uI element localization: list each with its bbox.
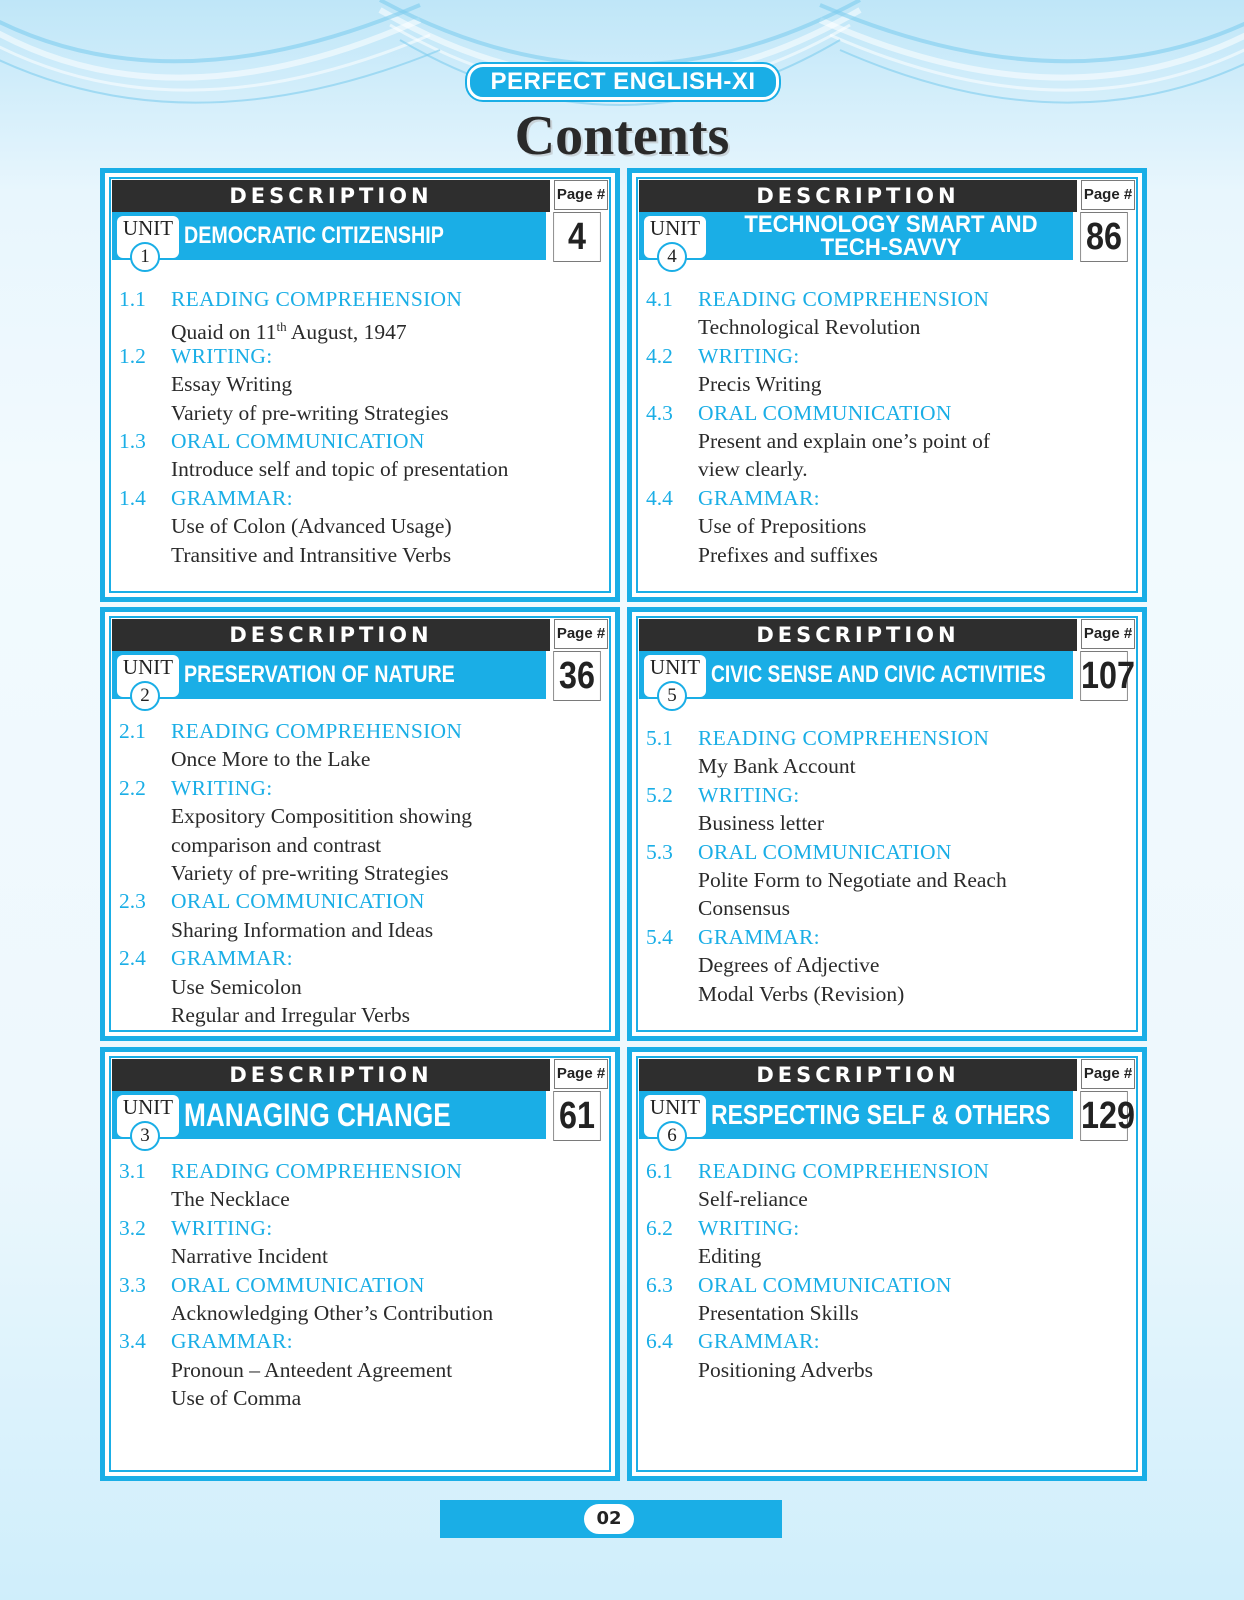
section-number: 4.1 xyxy=(646,287,673,311)
unit-name xyxy=(184,1091,544,1139)
page-label: Page # xyxy=(1081,180,1135,210)
topic-item: My Bank Account xyxy=(698,754,856,779)
unit-name xyxy=(711,1091,1071,1139)
topic-item: Sharing Information and Ideas xyxy=(171,917,434,942)
section-heading: WRITING: xyxy=(698,343,800,368)
section-number: 1.4 xyxy=(119,485,146,510)
section-heading-row xyxy=(646,399,1134,427)
section-heading-row xyxy=(119,774,607,802)
unit-card-6 xyxy=(627,1047,1147,1481)
unit-title-bar xyxy=(112,1091,546,1146)
page-label: Page # xyxy=(554,619,608,649)
topic-item: The Necklace xyxy=(171,1187,290,1212)
section-heading: WRITING: xyxy=(171,343,273,368)
topic-item: Variety of pre-writing Strategies xyxy=(171,860,449,885)
unit-topics-list xyxy=(646,724,1134,1008)
section-number: 5.1 xyxy=(646,726,673,750)
topic-item: Positioning Adverbs xyxy=(698,1357,874,1382)
section-number: 4.2 xyxy=(646,343,673,368)
section-number: 6.1 xyxy=(646,1159,673,1183)
section-number: 2.2 xyxy=(119,775,146,800)
topic-item: Transitive and Intransitive Verbs xyxy=(171,542,452,567)
section-heading-row xyxy=(119,1214,607,1242)
unit-card-1 xyxy=(100,168,620,602)
section-heading: GRAMMAR: xyxy=(171,946,293,971)
section-heading: ORAL COMMUNICATION xyxy=(171,889,425,914)
topic-item: Prefixes and suffixes xyxy=(698,542,878,567)
topic-item: Presentation Skills xyxy=(698,1300,859,1325)
section-heading-row xyxy=(646,1327,1134,1355)
section-number: 1.3 xyxy=(119,428,146,453)
unit-name xyxy=(711,651,1071,699)
topic-item: Use of Prepositions xyxy=(698,514,867,539)
unit-topics-list xyxy=(119,717,607,1029)
topic-item: Introduce self and topic of presentation xyxy=(171,457,509,482)
unit-page-number: 86 xyxy=(1080,212,1128,262)
topic-item: Quaid on 11th August, 1947 xyxy=(171,319,407,345)
topic-item: Present and explain one’s point of xyxy=(698,428,990,453)
topic-item: Precis Writing xyxy=(698,372,822,397)
unit-label: UNIT xyxy=(644,216,706,258)
description-header: DESCRIPTION xyxy=(112,619,550,651)
section-number: 1.1 xyxy=(119,287,146,311)
section-number: 5.4 xyxy=(646,924,673,949)
section-heading: GRAMMAR: xyxy=(698,1329,820,1354)
unit-name-text: TECHNOLOGY SMART AND TECH-SAVVY xyxy=(744,211,1038,261)
section-number: 1.2 xyxy=(119,343,146,368)
topic-item: Use Semicolon xyxy=(171,974,302,999)
unit-name-text: MANAGING CHANGE xyxy=(184,1096,451,1133)
section-number: 4.3 xyxy=(646,400,673,425)
section-heading: READING COMPREHENSION xyxy=(698,1159,990,1183)
section-number: 6.3 xyxy=(646,1272,673,1297)
unit-label: UNIT xyxy=(644,655,706,697)
unit-number: 6 xyxy=(657,1121,687,1151)
section-heading-row xyxy=(646,484,1134,512)
description-header: DESCRIPTION xyxy=(639,619,1077,651)
section-heading-row xyxy=(119,285,607,313)
topic-item: Editing xyxy=(698,1244,762,1269)
unit-number: 1 xyxy=(130,242,160,272)
section-heading: ORAL COMMUNICATION xyxy=(698,400,952,425)
section-heading: ORAL COMMUNICATION xyxy=(698,839,952,864)
section-heading-row xyxy=(119,944,607,972)
unit-name xyxy=(184,651,544,699)
section-heading-row xyxy=(119,1271,607,1299)
page-label: Page # xyxy=(554,1059,608,1089)
page-label: Page # xyxy=(1081,619,1135,649)
section-heading: ORAL COMMUNICATION xyxy=(698,1272,952,1297)
section-heading: GRAMMAR: xyxy=(698,924,820,949)
section-heading-row xyxy=(119,887,607,915)
section-heading: WRITING: xyxy=(698,782,800,807)
section-heading: WRITING: xyxy=(171,775,273,800)
book-title-badge: PERFECT ENGLISH-XI xyxy=(467,64,779,100)
unit-title-bar xyxy=(639,651,1073,706)
section-number: 6.4 xyxy=(646,1329,673,1354)
unit-number: 4 xyxy=(657,242,687,272)
description-header: DESCRIPTION xyxy=(112,1059,550,1091)
topic-item: Acknowledging Other’s Contribution xyxy=(171,1300,494,1325)
unit-topics-list xyxy=(646,285,1134,569)
unit-card-3 xyxy=(100,1047,620,1481)
topic-item: Narrative Incident xyxy=(171,1244,328,1269)
section-number: 5.2 xyxy=(646,782,673,807)
unit-name-text: RESPECTING SELF & OTHERS xyxy=(711,1099,1051,1130)
description-header: DESCRIPTION xyxy=(639,1059,1077,1091)
topic-item: Consensus xyxy=(698,896,790,921)
section-heading-row xyxy=(119,427,607,455)
page-number: 02 xyxy=(581,1501,637,1537)
section-heading: WRITING: xyxy=(698,1215,800,1240)
section-number: 4.4 xyxy=(646,485,673,510)
unit-number: 5 xyxy=(657,681,687,711)
section-heading-row xyxy=(646,285,1134,313)
section-heading-row xyxy=(646,838,1134,866)
topic-item: Expository Compositition showing xyxy=(171,804,473,829)
section-heading-row xyxy=(646,781,1134,809)
topic-item: Variety of pre-writing Strategies xyxy=(171,400,449,425)
section-number: 5.3 xyxy=(646,839,673,864)
section-heading-row xyxy=(646,342,1134,370)
section-heading-row xyxy=(646,1157,1134,1185)
section-heading-row xyxy=(119,717,607,745)
topic-item: Use of Colon (Advanced Usage) xyxy=(171,514,452,539)
topic-item: Self-reliance xyxy=(698,1187,808,1212)
section-heading: READING COMPREHENSION xyxy=(698,726,990,750)
topic-item: Modal Verbs (Revision) xyxy=(698,981,905,1006)
unit-page-number: 107 xyxy=(1080,651,1128,701)
topic-item: Essay Writing xyxy=(171,372,293,397)
topic-item: Polite Form to Negotiate and Reach xyxy=(698,867,1007,892)
unit-label: UNIT xyxy=(117,655,179,697)
section-number: 3.4 xyxy=(119,1329,146,1354)
topic-item: Regular and Irregular Verbs xyxy=(171,1002,410,1027)
section-heading-row xyxy=(119,484,607,512)
description-header: DESCRIPTION xyxy=(112,180,550,212)
section-heading: READING COMPREHENSION xyxy=(698,287,990,311)
topic-item: Pronoun – Anteedent Agreement xyxy=(171,1357,453,1382)
unit-title-bar xyxy=(112,212,546,267)
section-number: 3.1 xyxy=(119,1159,146,1183)
section-heading: READING COMPREHENSION xyxy=(171,1159,463,1183)
section-heading: GRAMMAR: xyxy=(698,485,820,510)
unit-page-number: 61 xyxy=(553,1091,601,1141)
topic-item: view clearly. xyxy=(698,457,808,482)
unit-topics-list xyxy=(119,1157,607,1413)
section-number: 3.2 xyxy=(119,1215,146,1240)
unit-topics-list xyxy=(119,285,607,569)
section-heading-row xyxy=(119,342,607,370)
section-number: 2.3 xyxy=(119,889,146,914)
unit-name xyxy=(184,212,544,260)
topic-item: Degrees of Adjective xyxy=(698,953,880,978)
unit-title-bar xyxy=(639,211,1073,267)
page-title: Contents xyxy=(514,105,730,167)
unit-number: 3 xyxy=(130,1121,160,1151)
page-label: Page # xyxy=(554,180,608,210)
section-number: 2.1 xyxy=(119,719,146,743)
section-number: 3.3 xyxy=(119,1272,146,1297)
topic-item: Business letter xyxy=(698,811,824,836)
unit-name-text: DEMOCRATIC CITIZENSHIP xyxy=(184,222,444,249)
description-header: DESCRIPTION xyxy=(639,180,1077,212)
unit-title-bar xyxy=(639,1091,1073,1146)
section-number: 6.2 xyxy=(646,1215,673,1240)
section-heading-row xyxy=(119,1327,607,1355)
topic-item: Technological Revolution xyxy=(698,315,921,340)
section-heading: GRAMMAR: xyxy=(171,1329,293,1354)
section-heading-row xyxy=(646,923,1134,951)
topic-item: comparison and contrast xyxy=(171,832,382,857)
section-number: 2.4 xyxy=(119,946,146,971)
section-heading: WRITING: xyxy=(171,1215,273,1240)
unit-topics-list xyxy=(646,1157,1134,1384)
unit-card-5 xyxy=(627,607,1147,1041)
section-heading: ORAL COMMUNICATION xyxy=(171,428,425,453)
section-heading: READING COMPREHENSION xyxy=(171,287,463,311)
section-heading-row xyxy=(646,1214,1134,1242)
unit-card-2 xyxy=(100,607,620,1041)
topic-item: Use of Comma xyxy=(171,1386,302,1411)
topic-item: Once More to the Lake xyxy=(171,747,371,772)
unit-name xyxy=(711,212,1071,260)
section-heading-row xyxy=(646,724,1134,752)
section-heading-row xyxy=(646,1271,1134,1299)
unit-name-text: PRESERVATION OF NATURE xyxy=(184,661,455,688)
unit-label: UNIT xyxy=(117,216,179,258)
unit-label: UNIT xyxy=(117,1095,179,1137)
section-heading: ORAL COMMUNICATION xyxy=(171,1272,425,1297)
unit-card-4 xyxy=(627,168,1147,602)
unit-page-number: 4 xyxy=(553,212,601,262)
section-heading: READING COMPREHENSION xyxy=(171,719,463,743)
unit-title-bar xyxy=(112,651,546,706)
unit-page-number: 36 xyxy=(553,651,601,701)
section-heading-row xyxy=(119,1157,607,1185)
unit-page-number: 129 xyxy=(1080,1091,1128,1141)
unit-label: UNIT xyxy=(644,1095,706,1137)
page-label: Page # xyxy=(1081,1059,1135,1089)
unit-name-text: CIVIC SENSE AND CIVIC ACTIVITIES xyxy=(711,661,1046,688)
unit-number: 2 xyxy=(130,681,160,711)
section-heading: GRAMMAR: xyxy=(171,485,293,510)
